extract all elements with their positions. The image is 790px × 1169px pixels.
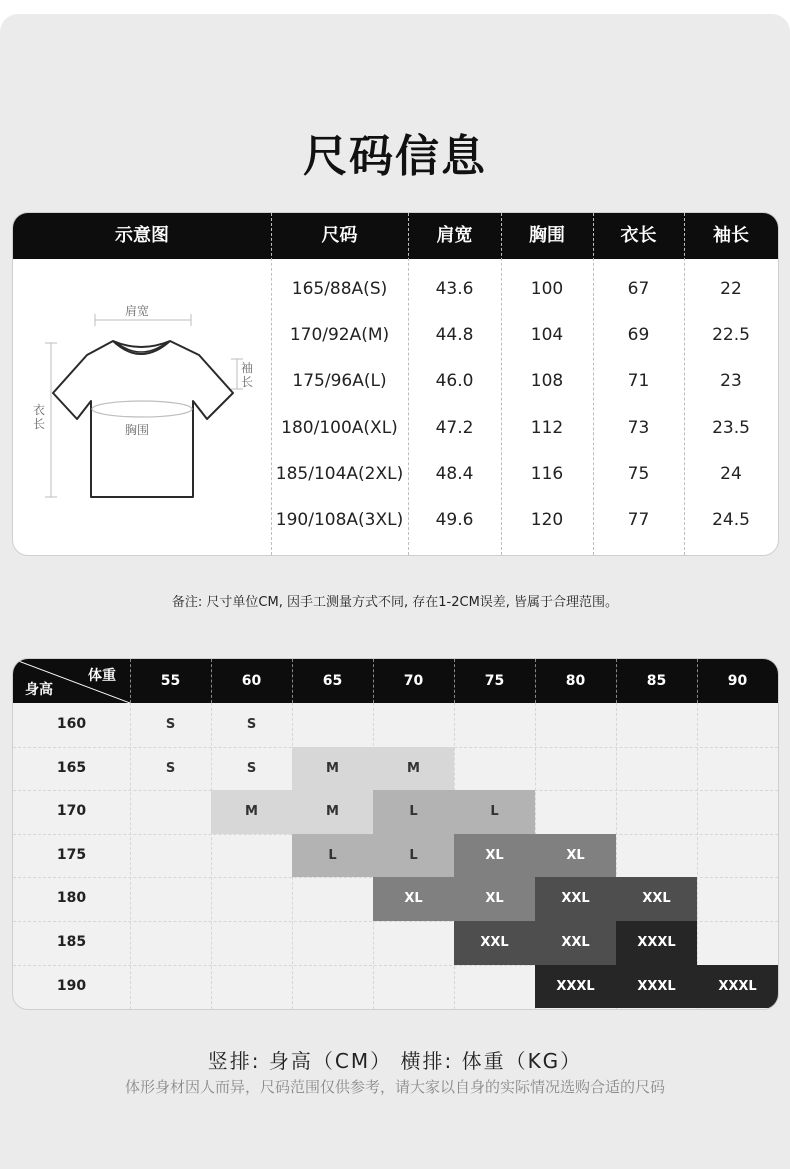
weight-header: 65 <box>322 673 343 689</box>
header-chest: 胸围 <box>529 225 565 246</box>
header-sleeve: 袖长 <box>713 225 749 246</box>
size-cell: 170/92A(M) <box>289 325 390 345</box>
height-label: 190 <box>56 977 87 994</box>
header-shoulder: 肩宽 <box>436 225 473 246</box>
size-recommendation-cell: L <box>292 834 373 878</box>
sleeve-cell: 23 <box>720 371 742 391</box>
height-label: 165 <box>56 759 87 776</box>
length-cell: 73 <box>627 418 650 438</box>
size-recommendation-cell: S <box>246 717 257 732</box>
size-recommendation-cell: XXL <box>616 877 697 921</box>
chest-cell: 108 <box>530 371 564 391</box>
sleeve-cell: 24.5 <box>712 510 750 530</box>
height-label: 180 <box>56 890 87 907</box>
size-recommendation-cell: M <box>211 790 292 834</box>
size-table <box>12 212 779 556</box>
size-recommendation-cell: XL <box>373 877 454 921</box>
chest-label: 胸围 <box>125 423 150 437</box>
header-diagram: 示意图 <box>115 225 169 246</box>
chest-cell: 100 <box>530 279 564 299</box>
sleeve-cell: 22 <box>720 279 742 299</box>
shoulder-cell: 48.4 <box>435 464 474 484</box>
header-size: 尺码 <box>321 225 358 246</box>
axis-legend: 竖排: 身高（CM） 横排: 体重（KG） <box>207 1049 583 1073</box>
size-recommendation-cell: M <box>292 747 373 791</box>
height-label: 175 <box>56 846 87 863</box>
weight-header: 60 <box>241 673 262 689</box>
size-cell: 180/100A(XL) <box>281 418 398 438</box>
grid-column-line <box>697 703 698 1009</box>
chest-cell: 112 <box>530 418 564 438</box>
header-divider <box>454 659 455 703</box>
size-recommendation-cell: XXL <box>454 921 535 965</box>
header-divider <box>211 659 212 703</box>
shoulder-cell: 46.0 <box>435 371 474 391</box>
corner-weight-label: 体重 <box>88 668 116 684</box>
size-recommendation-cell: M <box>373 747 454 791</box>
header-divider <box>535 659 536 703</box>
size-cell: 175/96A(L) <box>292 371 387 391</box>
size-cell: 190/108A(3XL) <box>275 510 404 530</box>
size-recommendation-cell: XXXL <box>535 965 616 1009</box>
length-cell: 67 <box>627 279 650 299</box>
sleeve-cell: 22.5 <box>712 325 750 345</box>
fit-chart <box>12 658 779 1010</box>
header-divider <box>292 659 293 703</box>
weight-header: 80 <box>565 673 586 689</box>
size-recommendation-cell: XL <box>454 877 535 921</box>
size-cell: 185/104A(2XL) <box>275 464 404 484</box>
weight-header: 55 <box>160 673 181 689</box>
chest-cell: 120 <box>530 510 564 530</box>
weight-header: 70 <box>403 673 424 689</box>
chest-cell: 116 <box>530 464 564 484</box>
size-recommendation-cell: XXXL <box>616 965 697 1009</box>
length-cell: 69 <box>627 325 650 345</box>
size-recommendation-cell: XXL <box>535 921 616 965</box>
header-divider <box>697 659 698 703</box>
length-label-1: 衣 <box>33 403 46 417</box>
chest-cell: 104 <box>530 325 564 345</box>
header-divider <box>130 659 131 703</box>
disclaimer: 体形身材因人而异，尺码范围仅供参考，请大家以自身的实际情况选购合适的尺码 <box>124 1078 665 1096</box>
header-length: 衣长 <box>620 225 657 246</box>
page-title: 尺码信息 <box>303 131 487 182</box>
length-cell: 75 <box>627 464 650 484</box>
size-recommendation-cell: S <box>246 760 257 776</box>
header-divider <box>373 659 374 703</box>
grid-column-line <box>778 703 779 1009</box>
sleeve-label-2: 长 <box>241 375 254 389</box>
size-recommendation-cell: XL <box>535 834 616 878</box>
size-recommendation-cell: L <box>373 790 454 834</box>
weight-header: 90 <box>727 673 748 689</box>
shoulder-cell: 49.6 <box>435 510 474 530</box>
height-label: 185 <box>56 934 87 950</box>
shoulder-cell: 47.2 <box>435 418 474 438</box>
weight-header: 85 <box>646 673 667 689</box>
height-label: 160 <box>56 716 87 732</box>
length-cell: 71 <box>627 371 650 391</box>
header-divider <box>616 659 617 703</box>
size-recommendation-cell: XXXL <box>616 921 697 965</box>
sleeve-label-1: 袖 <box>241 361 254 375</box>
size-cell: 165/88A(S) <box>291 279 388 299</box>
measurement-note: 备注: 尺寸单位CM, 因手工测量方式不同, 存在1-2CM误差, 皆属于合理范围。 <box>171 595 619 610</box>
size-recommendation-cell: S <box>165 717 176 732</box>
size-recommendation-cell: L <box>454 790 535 834</box>
sleeve-cell: 23.5 <box>712 418 750 438</box>
corner-height-label: 身高 <box>25 682 53 698</box>
length-label-2: 长 <box>33 417 46 431</box>
sleeve-cell: 24 <box>720 464 742 484</box>
size-recommendation-cell: XL <box>454 834 535 878</box>
shoulder-cell: 44.8 <box>435 325 474 345</box>
height-label: 170 <box>56 803 87 820</box>
size-recommendation-cell: XXL <box>535 877 616 921</box>
shoulder-label: 肩宽 <box>125 304 150 318</box>
size-recommendation-cell: M <box>292 790 373 834</box>
length-cell: 77 <box>627 510 650 530</box>
shoulder-cell: 43.6 <box>435 279 474 299</box>
size-recommendation-cell: S <box>165 760 176 776</box>
size-recommendation-cell: L <box>373 834 454 878</box>
weight-header: 75 <box>484 673 505 689</box>
size-recommendation-cell: XXXL <box>697 965 778 1009</box>
